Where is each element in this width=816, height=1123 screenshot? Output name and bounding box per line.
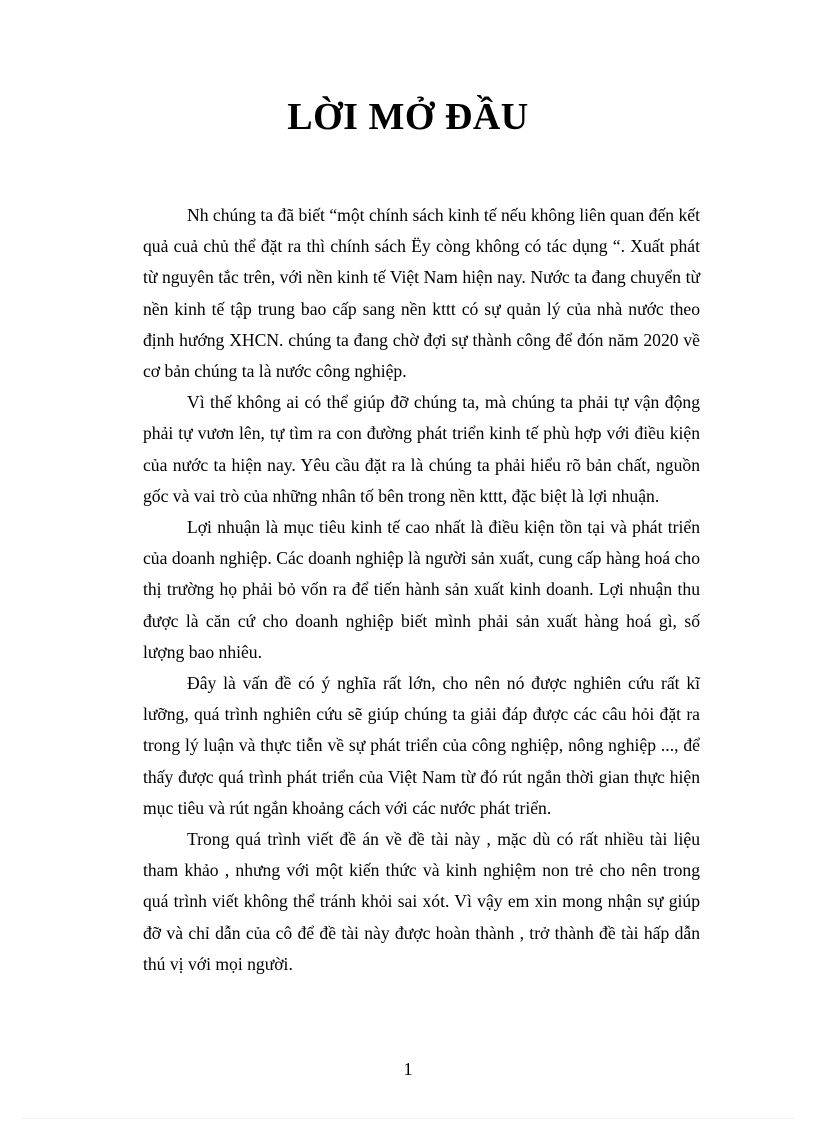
page-bottom-divider <box>22 1118 794 1119</box>
paragraph-acknowledgement: Trong quá trình viết đề án về đề tài này , mặc dù có rất nhiều tài liệu tham khảo , nhưng với một kiến thức và kinh nghiệm non trẻ cho nên trong quá trình viết không thể tránh khỏi sai xót. Vì vậy em xin mong nhận sự giúp đỡ và chỉ dẫn của cô để đề tài này được hoàn thành , trở thành đề tài hấp dẫn thú vị với mọi người. <box>143 829 700 974</box>
paragraph-intro: Nh chúng ta đã biết “một chính sách kinh tế nếu không liên quan đến kết quả cuả chủ thể đặt ra thì chính sách Ëy còng không có tác dụng “. Xuất phát từ nguyên tắc trên, với nền kinh tế Việt Nam hiện nay. Nước ta đang chuyển từ nền kinh tế tập trung bao cấp sang nền kttt có sự quản lý của nhà nước theo định hướng XHCN. chúng ta đang chờ đợi sự thành công để đón năm 2020 về cơ bản chúng ta là nước công nghiệp. <box>143 205 700 382</box>
page-title: LỜI MỞ ĐẦU <box>287 96 529 138</box>
paragraph-significance: Đây là vấn đề có ý nghĩa rất lớn, cho nên nó được nghiên cứu rất kĩ lưỡng, quá trình nghiên cứu sẽ giúp chúng ta giải đáp được các câu hỏi đặt ra trong lý luận và thực tiễn về sự phát triển của công nghiệp, nông nghiệp ..., để thấy được quá trình phát triển của Việt Nam từ đó rút ngắn thời gian thực hiện mục tiêu và rút ngắn khoảng cách với các nước phát triển. <box>143 673 700 818</box>
page-number: 1 <box>403 1059 413 1079</box>
paragraph-self-reliance: Vì thế không ai có thể giúp đỡ chúng ta, mà chúng ta phải tự vận động phải tự vươn lên, tự tìm ra con đường phát triển kinh tế phù hợp với điều kiện của nước ta hiện nay. Yêu cầu đặt ra là chúng ta phải hiểu rõ bản chất, nguồn gốc và vai trò của những nhân tố bên trong nền kttt, đặc biệt là lợi nhuận. <box>143 392 700 506</box>
paragraph-profit: Lợi nhuận là mục tiêu kinh tế cao nhất là điều kiện tồn tại và phát triển của doanh nghiệp. Các doanh nghiệp là người sản xuất, cung cấp hàng hoá cho thị trường họ phải bỏ vốn ra để tiến hành sản xuất kinh doanh. Lợi nhuận thu được là căn cứ cho doanh nghiệp biết mình phải sản xuất hàng hoá gì, số lượng bao nhiêu. <box>143 517 700 662</box>
document-body <box>143 200 700 980</box>
